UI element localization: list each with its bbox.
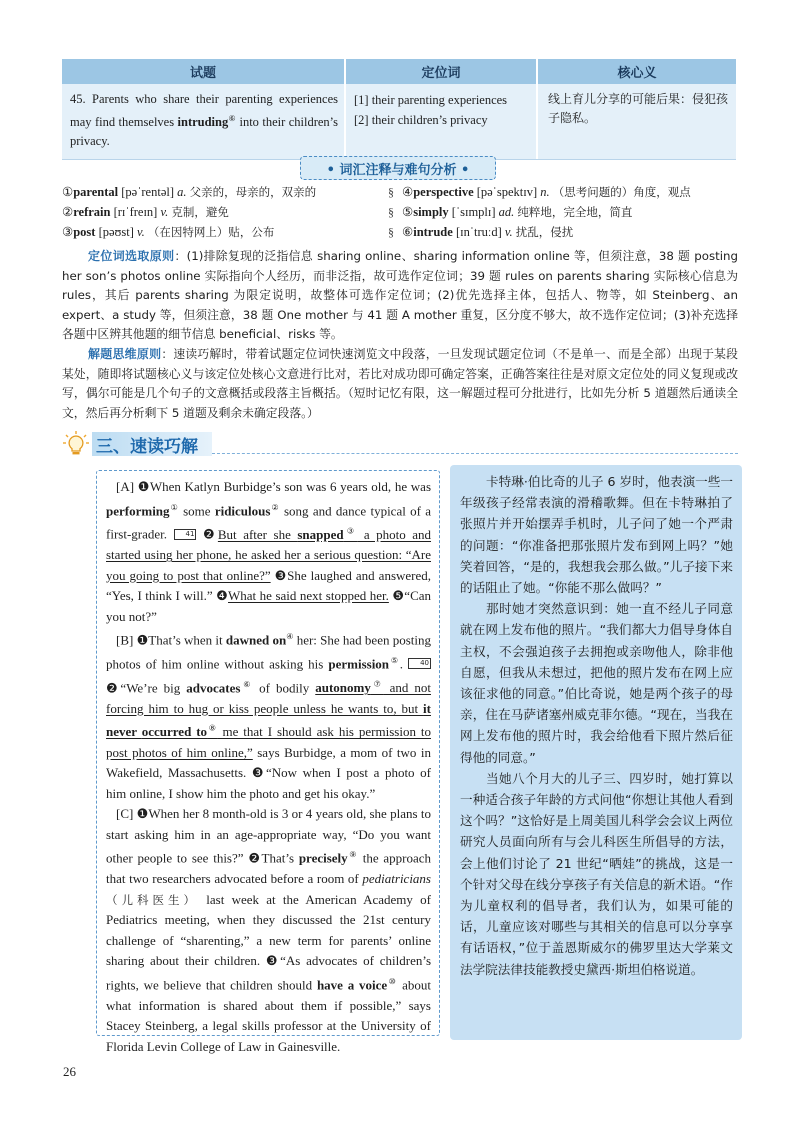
vocab-row — [62, 202, 742, 222]
locator-2: [2] their children’s privacy — [354, 113, 488, 127]
question-marker: 40 — [408, 658, 431, 669]
question-keyword: intruding — [177, 115, 229, 130]
brace-divider: § — [388, 185, 394, 199]
brace-divider: § — [388, 225, 394, 239]
paragraph-a: [A] ❶When Katlyn Burbidge’s son was 6 years old, he was performing① some ridiculous② song and dance typical of a first-grader. 41 ❷But after she snapped③ a photo and started using her phone, he asked her a serious question: “Are you going to post that online?” ❸She laughed and answered, “Yes, I think I will.” ❹What he said next stopped her. ❺“Can you not?” — [106, 479, 432, 624]
section-title: 三、速读巧解 — [92, 432, 212, 456]
page-number: 26 — [63, 1064, 76, 1079]
core-meaning: 线上育儿分享的可能后果：侵犯孩子隐私。 — [548, 92, 729, 125]
header-question: 试题 — [62, 59, 346, 84]
question-marker: 41 — [174, 529, 197, 540]
vocab-item: ⑥intrude [ɪnˈtruːd] v. 扰乱，侵扰 — [402, 225, 574, 239]
english-passage — [96, 470, 440, 1054]
vocab-list — [62, 182, 742, 242]
vocab-item: ②refrain [rɪˈfreɪn] v. 克制，避免 — [62, 205, 229, 219]
lightbulb-icon — [62, 430, 90, 458]
vocab-row — [62, 222, 742, 242]
translation-panel — [450, 465, 742, 1040]
paragraph-c: [C] ❶When her 8 month-old is 3 or 4 years old, she plans to start asking him in an age-appropriate way, “Do you want other people to see this?” ❷That’s precisely⑨ the approach that two researchers advocated before a room of pediatricians（儿科医生） last week at the American Academy of Pediatrics meeting, when they discussed the 21st century challenge of “sharenting,” a new term for parents’ online sharing about their children. ❸“As advocates of children’s rights, we believe that children should have a voice⑩ about what information is shared about them if possible,” says Stacey Steinberg, a legal skills professor at the University of Florida Levin College of Law in Gainesville. — [106, 806, 432, 1054]
translation-paragraph: 卡特琳·伯比奇的儿子 6 岁时，他表演一些一年级孩子经常表演的滑稽歌舞。但在卡特琳拍了张照片并开始摆弄手机时，儿子问了她一个严肃的问题：“你准备把那张照片发布到网上吗？”她笑着回答，“是的，我想我会那么做。”儿子接下来的话阻止了她。“你能不那么做吗？” — [460, 474, 733, 596]
vocab-item: ④perspective [pəˈspektɪv] n. （思考问题的）角度，观点 — [402, 185, 691, 199]
header-core: 核心义 — [538, 59, 736, 84]
vocab-row — [62, 182, 742, 202]
paragraph-b: [B] ❶That’s when it dawned on④ her: She had been posting photos of him online without asking his permission⑤. 40 ❷“We’re big advocates⑥ of bodily autonomy⑦ and not forcing him to hug or kiss people unless he wants to, but it never occurred to⑧ me that I should ask his permission to post photos of him online,” says Burbidge, a mom of two in Wakefield, Massachusetts. ❸“Now when I post a photo of him online, I show him the photo and get his okay.” — [106, 632, 432, 801]
vocab-item: ③post [pəʊst] v. （在因特网上）贴，公布 — [62, 225, 275, 239]
question-table — [62, 59, 736, 160]
header-locator: 定位词 — [346, 59, 538, 84]
locator-1: [1] their parenting experiences — [354, 93, 508, 107]
section-header — [62, 430, 738, 458]
brace-divider: § — [388, 205, 394, 219]
vocab-item: ①parental [pəˈrentəl] a. 父亲的，母亲的，双亲的 — [62, 185, 317, 199]
translation-paragraph: 当她八个月大的儿子三、四岁时，她打算以一种适合孩子年龄的方式问他“你想让其他人看到这个吗？”这恰好是上周美国儿科学会会议上两位研究人员面向所有与会儿科医生所倡导的方法，会上他们讨论了 21 世纪“晒娃”的挑战，这是一个针对父母在线分享孩子有关信息的新术语。“作为儿童权利的倡导者，我们认为，如果可能的话，儿童应该对哪些与其相关的信息可以分享享有话语权，”位于盖恩斯威尔的佛罗里达大学莱文法学院法律技能教授史黛西·斯坦伯格说道。 — [460, 770, 733, 977]
locator-words — [346, 84, 538, 159]
section-divider — [212, 453, 738, 454]
principle-thinking: 解题思维原则：速读巧解时，带着试题定位词快速浏览文中段落，一旦发现试题定位词（不是单一、而是全部）出现于某段某处，随即将试题核心义与该定位处核心文意进行比对，若比对成功即可确定答案，正确答案往往是对原文定位处的同义复现或改写，偶尔可能是几个句子的文意概括或段落主旨概括。（短时记忆有限，这一解题过程可分批进行，比如先分析 5 道题然后通读全文，然后再分析剩下 5 道题及剩余未确定段落。） — [62, 346, 738, 420]
question-text: 45. Parents who share their parenting experiences may find themselves intruding⑥ into their children’s privacy. — [62, 84, 346, 159]
vocab-banner: • 词汇注释与难句分析 • — [300, 156, 496, 180]
table-header — [62, 59, 736, 84]
table-row — [62, 84, 736, 160]
principles-block — [62, 247, 738, 423]
principle-locator: 定位词选取原则：(1)排除复现的泛指信息 sharing online、sharing information online 等，但须注意，38 题 posting her son’s photos online 实际指向个人经历，而非泛指，故可选作定位词；39 题 rules on parents sharing 实际核心信息为 rules，其后 parents sharing 为限定说明，故整体可选作定位词；(2)优先选择主体，包括人、物等，如 Steinberg、an expert、a study 等，但须注意，38 题 One mother 与 41 题 A mother 重复，区分度不够大，故不选作定位词；(3)补充选择各题中区辨其他题的细节信息 beneficial、risks 等。 — [62, 249, 738, 342]
vocab-item: ⑤simply [ˈsɪmplɪ] ad. 纯粹地，完全地，简直 — [402, 205, 633, 219]
translation-paragraph: 那时她才突然意识到：她一直不经儿子同意就在网上发布他的照片。“我们都大力倡导身体自主权，不会强迫孩子去拥抱或亲吻他人，除非他自愿，但我从未想过，把他的照片发布在网上应该征求他的同意。”伯比奇说，她是两个孩子的母亲，住在马萨诸塞州威克菲尔德。“现在，当我在网上发布他的照片时，我会给他看下照片然后征得他的同意。” — [460, 601, 733, 765]
